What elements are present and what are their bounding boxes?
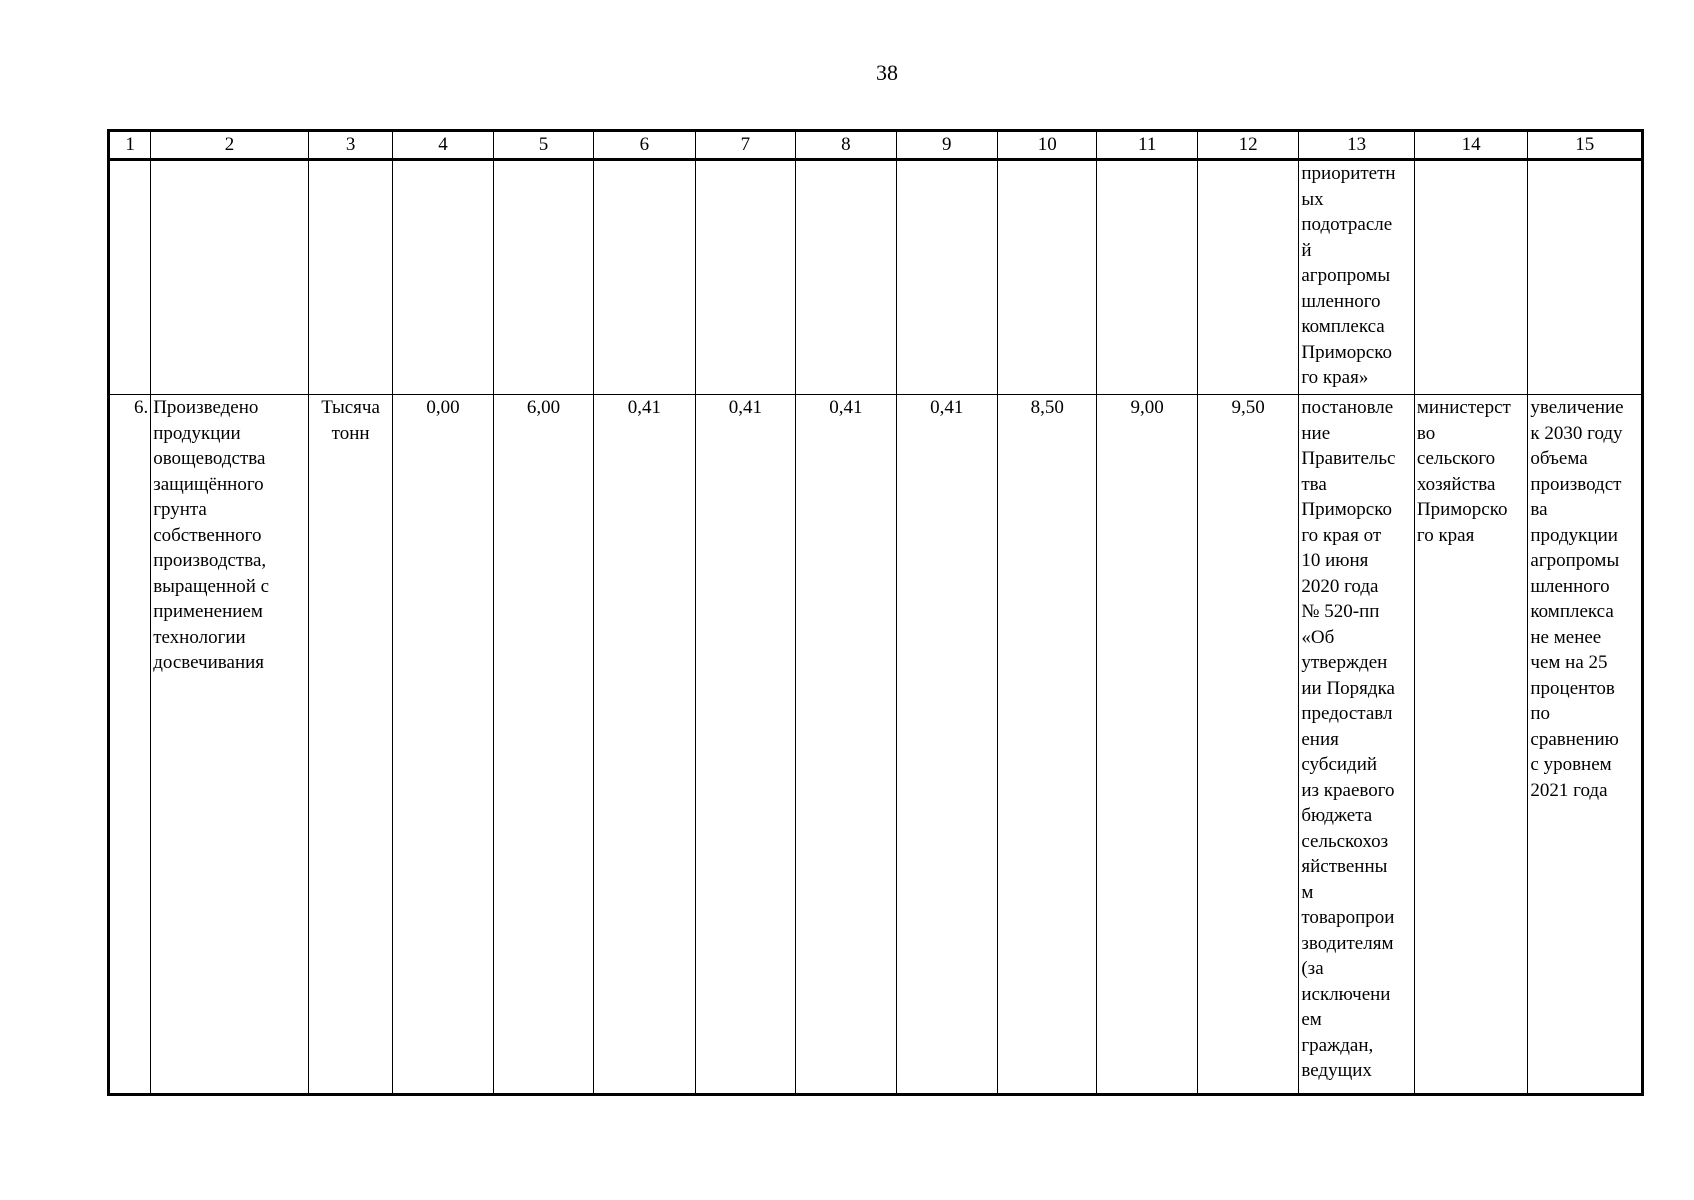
table-cell <box>796 160 896 395</box>
value-cell: 0,41 <box>796 395 896 1095</box>
table-cell <box>896 160 997 395</box>
table-cell <box>1097 160 1197 395</box>
column-number-cell: 5 <box>493 131 593 160</box>
column-number-cell: 8 <box>796 131 896 160</box>
responsible-authority: министерст во сельского хозяйства Приморско го края <box>1416 397 1511 546</box>
responsible-cell <box>1414 395 1528 1095</box>
column-number-cell: 7 <box>695 131 795 160</box>
value-cell: 0,00 <box>393 395 493 1095</box>
column-number-cell: 15 <box>1528 131 1643 160</box>
value-cell: 8,50 <box>998 395 1097 1095</box>
table-cell <box>1197 160 1298 395</box>
table-cell <box>695 160 795 395</box>
table-cell <box>308 160 392 395</box>
table-cell <box>1528 160 1643 395</box>
column-number-cell: 13 <box>1299 131 1415 160</box>
column-number-cell: 1 <box>109 131 151 160</box>
expected-result: увеличение к 2030 году объема производст ва продукции агропромы шленного комплекса не менее чем на 25 процентов по сравнению с уровнем 2021 года <box>1530 397 1624 801</box>
table-cell <box>1414 160 1528 395</box>
column-number-cell: 3 <box>308 131 392 160</box>
column-number-cell: 11 <box>1097 131 1197 160</box>
result-cell <box>1528 395 1643 1095</box>
table-cell <box>998 160 1097 395</box>
value-cell: 9,50 <box>1197 395 1298 1095</box>
indicators-table <box>107 129 1644 1096</box>
document-cell <box>1299 395 1415 1095</box>
table-cell <box>493 160 593 395</box>
page-number: 38 <box>876 60 898 85</box>
column-number-cell: 9 <box>896 131 997 160</box>
column-number-cell: 6 <box>594 131 695 160</box>
column-number-cell: 2 <box>151 131 309 160</box>
column-number-cell: 10 <box>998 131 1097 160</box>
table-cell <box>109 160 151 395</box>
column-number-cell: 12 <box>1197 131 1298 160</box>
value-cell: 0,41 <box>896 395 997 1095</box>
continuation-row <box>109 160 1643 395</box>
indicator-row-6 <box>109 395 1643 1095</box>
value-cell: 0,41 <box>594 395 695 1095</box>
indicator-name: Произведено продукции овощеводства защищённого грунта собственного производства, выращенной с применением технологии досвечивания <box>153 397 270 673</box>
unit-of-measure: Тысяча тонн <box>321 397 380 444</box>
document-text: постановле ние Правительс тва Приморско го края от 10 июня 2020 года № 520-пп «Об утвержден ии Порядка предоставл ения субсидий из краевого бюджета сельскохоз яйственны м товаропрои зводителям (за исключени ем граждан, ведущих <box>1301 397 1396 1081</box>
value-cell: 0,41 <box>695 395 795 1095</box>
value-cell: 6,00 <box>493 395 593 1095</box>
row-number-cell: 6. <box>109 395 151 1095</box>
unit-cell <box>308 395 392 1095</box>
table-cell <box>151 160 309 395</box>
column-number-row <box>109 131 1643 160</box>
table-cell <box>594 160 695 395</box>
value-cell: 9,00 <box>1097 395 1197 1095</box>
column-number-cell: 4 <box>393 131 493 160</box>
column-number-cell: 14 <box>1414 131 1528 160</box>
indicator-name-cell <box>151 395 309 1095</box>
table-cell <box>393 160 493 395</box>
document-cell-continued <box>1299 160 1415 395</box>
document-text-continued: приоритетн ых подотрасле й агропромы шленного комплекса Приморско го края» <box>1301 163 1396 388</box>
